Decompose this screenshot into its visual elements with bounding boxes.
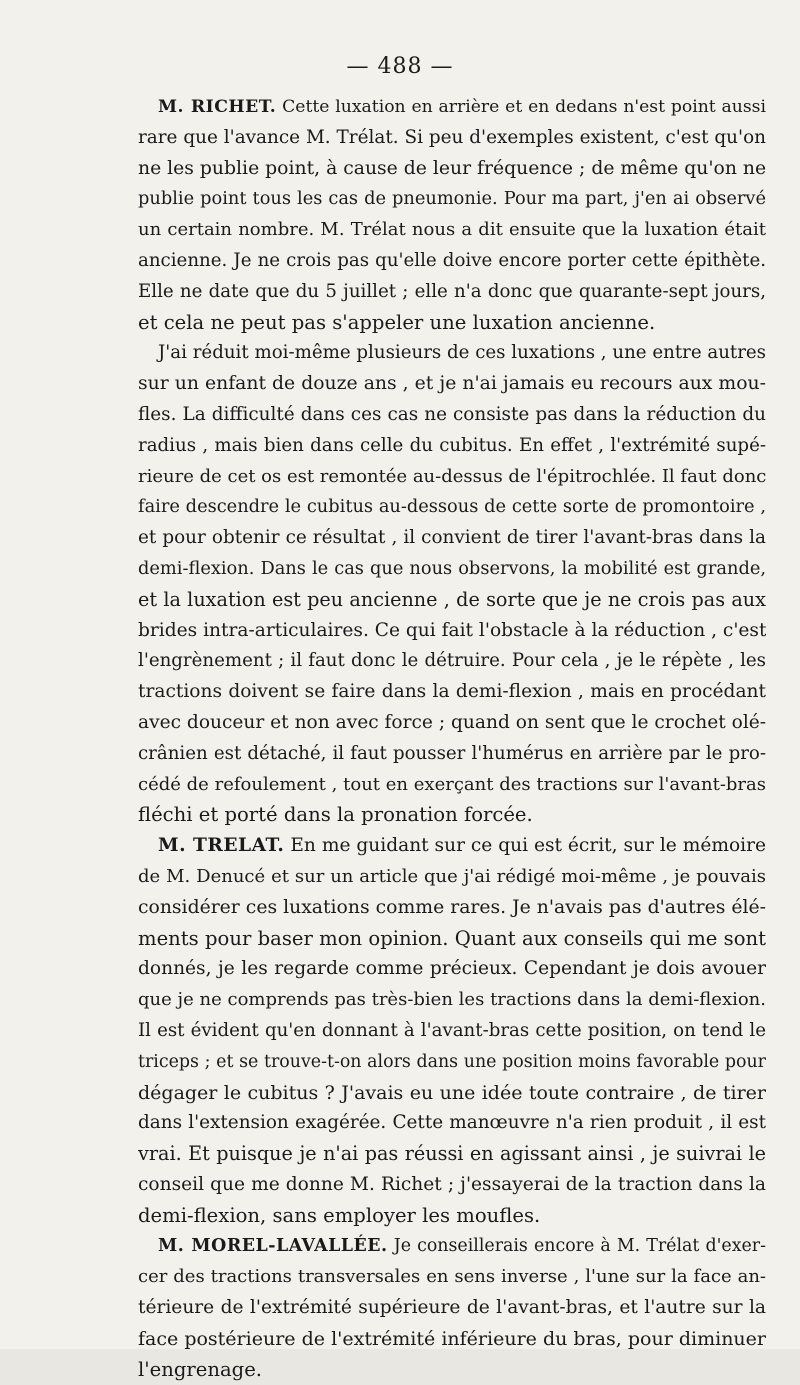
speaker-name: M. TRELAT. xyxy=(158,835,285,857)
text-line: conseil que me donne M. Richet ; j'essayerai de la traction dans la xyxy=(138,1173,766,1195)
text-line: ancienne. Je ne crois pas qu'elle doive encore porter cette épithète. xyxy=(138,249,766,271)
text-line: face postérieure de l'extrémité inférieure du bras, pour diminuer xyxy=(138,1327,766,1350)
text-line: fléchi et porté dans la pronation forcée. xyxy=(138,803,533,827)
text-line: ments pour baser mon opinion. Quant aux conseils qui me sont xyxy=(138,926,766,950)
text-line: cer des tractions transversales en sens inverse , l'une sur la face an- xyxy=(138,1266,766,1288)
text-line: et pour obtenir ce résultat , il convient de tirer l'avant-bras dans la xyxy=(138,527,766,549)
text-line: de M. Denucé et sur un article que j'ai rédigé moi-même , je pouvais xyxy=(138,865,766,887)
text-line: Il est évident qu'en donnant à l'avant-bras cette position, on tend le xyxy=(138,1019,766,1041)
text-line: donnés, je les regarde comme précieux. Cependant je dois avouer xyxy=(138,958,766,980)
text-line: Elle ne date que du 5 juillet ; elle n'a donc que quarante-sept jours, xyxy=(138,280,766,302)
text-line: demi-flexion. Dans le cas que nous observons, la mobilité est grande, xyxy=(138,557,766,579)
text-line: que je ne comprends pas très-bien les tractions dans la demi-flexion. xyxy=(138,989,766,1011)
text-line: rieure de cet os est remontée au-dessus de l'épitrochlée. Il faut donc xyxy=(138,465,766,487)
page-number: — 488 — xyxy=(346,54,454,79)
body-text xyxy=(138,92,766,1385)
speaker-name: M. MOREL-LAVALLÉE. xyxy=(158,1236,388,1257)
text-line: sur un enfant de douze ans , et je n'ai jamais eu recours aux mou- xyxy=(138,373,766,395)
text-line: fles. La difficulté dans ces cas ne consiste pas dans la réduction du xyxy=(138,403,766,425)
text-line: l'engrenage. xyxy=(138,1357,263,1381)
text-line: considérer ces luxations comme rares. Je n'avais pas d'autres élé- xyxy=(138,896,766,918)
text-line: l'engrènement ; il faut donc le détruire. Pour cela , je le répète , les xyxy=(138,650,766,672)
text-line: un certain nombre. M. Trélat nous a dit ensuite que la luxation était xyxy=(138,219,766,241)
text-line: faire descendre le cubitus au-dessous de cette sorte de promontoire , xyxy=(138,496,766,518)
text-line: dans l'extension exagérée. Cette manœuvre n'a rien produit , il est xyxy=(138,1112,766,1134)
text-line: M. RICHET. Cette luxation en arrière et en dedans n'est point aussi xyxy=(158,97,766,117)
text-line: et la luxation est peu ancienne , de sorte que je ne crois pas aux xyxy=(138,587,766,611)
text-line: demi-flexion, sans employer les moufles. xyxy=(138,1203,541,1227)
text-line: vrai. Et puisque je n'ai pas réussi en agissant ainsi , je suivrai le xyxy=(138,1142,766,1166)
speaker-name: M. RICHET. xyxy=(158,97,277,117)
text-line: avec douceur et non avec force ; quand on sent que le crochet olé- xyxy=(138,711,766,733)
text-line: rare que l'avance M. Trélat. Si peu d'exemples existent, c'est qu'on xyxy=(138,126,766,148)
text-line: tractions doivent se faire dans la demi-flexion , mais en procédant xyxy=(138,681,766,703)
text-line: dégager le cubitus ? J'avais eu une idée toute contraire , de tirer xyxy=(138,1081,766,1104)
text-line: ne les publie point, à cause de leur fréquence ; de même qu'on ne xyxy=(138,157,766,179)
text-line: et cela ne peut pas s'appeler une luxation ancienne. xyxy=(138,310,656,334)
text-line: publie point tous les cas de pneumonie. Pour ma part, j'en ai observé xyxy=(138,188,766,210)
text-line: térieure de l'extrémité supérieure de l'avant-bras, et l'autre sur la xyxy=(138,1297,766,1319)
text-line: radius , mais bien dans celle du cubitus. En effet , l'extrémité supé- xyxy=(138,434,766,456)
text-line: crânien est détaché, il faut pousser l'humérus en arrière par le pro- xyxy=(138,742,766,764)
text-line: J'ai réduit moi-même plusieurs de ces luxations , une entre autres xyxy=(158,342,766,364)
text-line: cédé de refoulement , tout en exerçant des tractions sur l'avant-bras xyxy=(138,773,766,795)
text-line: M. TRELAT. En me guidant sur ce qui est écrit, sur le mémoire xyxy=(158,835,766,857)
text-line: brides intra-articulaires. Ce qui fait l'obstacle à la réduction , c'est xyxy=(138,619,766,641)
text-line: M. MOREL-LAVALLÉE. Je conseillerais encore à M. Trélat d'exer- xyxy=(158,1236,766,1257)
text-line: triceps ; et se trouve-t-on alors dans une position moins favorable pour xyxy=(138,1051,766,1072)
